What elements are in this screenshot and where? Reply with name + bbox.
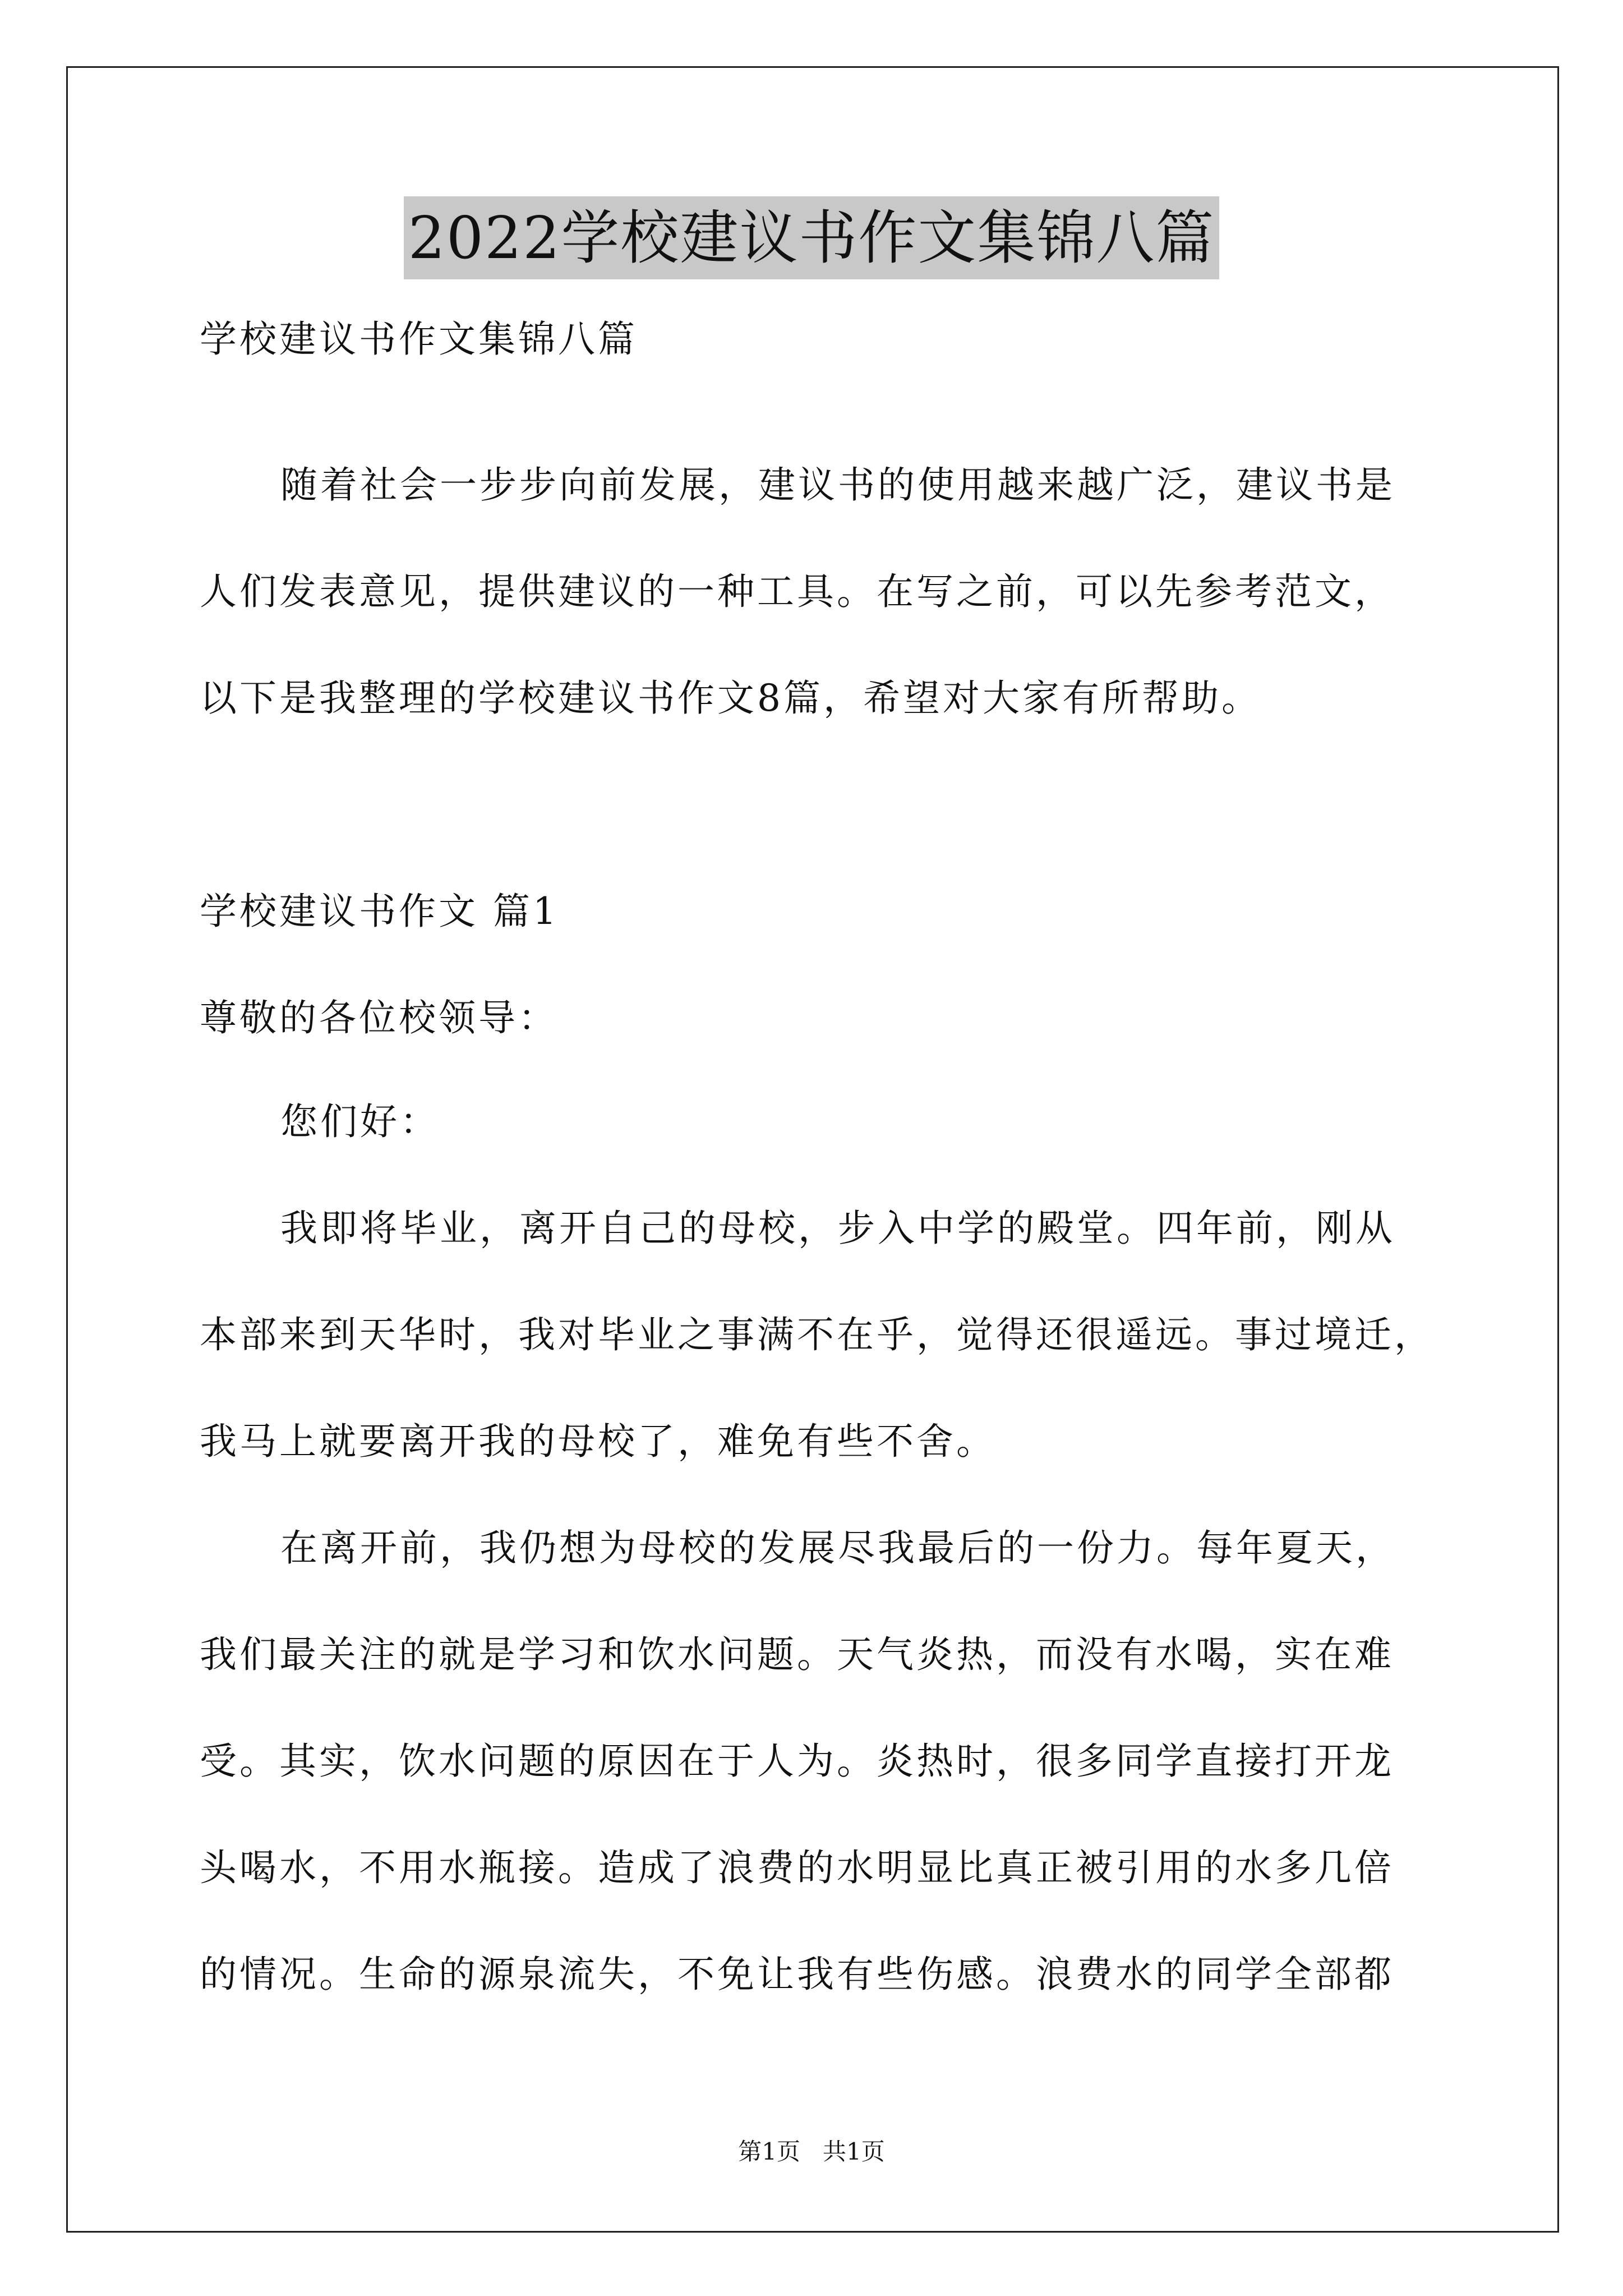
paragraph-1-line-1: 我即将毕业，离开自己的母校，步入中学的殿堂。四年前，刚从 xyxy=(280,1207,1395,1250)
paragraph-2-line-1: 在离开前，我仍想为母校的发展尽我最后的一份力。每年夏天， xyxy=(280,1526,1395,1570)
intro-line-2: 人们发表意见，提供建议的一种工具。在写之前，可以先参考范文， xyxy=(200,570,1394,613)
paragraph-2-line-5: 的情况。生命的源泉流失，不免让我有些伤感。浪费水的同学全部都 xyxy=(200,1953,1394,1996)
paragraph-2-line-3: 受。其实，饮水问题的原因在于人为。炎热时，很多同学直接打开龙 xyxy=(200,1740,1394,1783)
greeting: 您们好： xyxy=(280,1100,440,1143)
section-heading: 学校建议书作文 篇1 xyxy=(200,890,559,933)
title-container xyxy=(0,196,1623,279)
paragraph-1-line-2: 本部来到天华时，我对毕业之事满不在乎，觉得还很遥远。事过境迁， xyxy=(200,1313,1434,1356)
paragraph-2-line-2: 我们最关注的就是学习和饮水问题。天气炎热，而没有水喝，实在难 xyxy=(200,1633,1394,1676)
salutation: 尊敬的各位校领导： xyxy=(200,996,558,1039)
page-border xyxy=(66,66,1559,2233)
intro-line-3: 以下是我整理的学校建议书作文8篇，希望对大家有所帮助。 xyxy=(200,677,1261,720)
page-number: 第1页 xyxy=(738,2138,800,2165)
page-total: 共1页 xyxy=(823,2138,885,2165)
intro-line-1: 随着社会一步步向前发展，建议书的使用越来越广泛，建议书是 xyxy=(280,463,1395,507)
document-title: 2022学校建议书作文集锦八篇 xyxy=(404,196,1220,279)
paragraph-1-line-3: 我马上就要离开我的母校了，难免有些不舍。 xyxy=(200,1420,996,1463)
paragraph-2-line-4: 头喝水，不用水瓶接。造成了浪费的水明显比真正被引用的水多几倍 xyxy=(200,1846,1394,1889)
page-footer xyxy=(0,2135,1623,2169)
subtitle-line: 学校建议书作文集锦八篇 xyxy=(200,318,638,361)
